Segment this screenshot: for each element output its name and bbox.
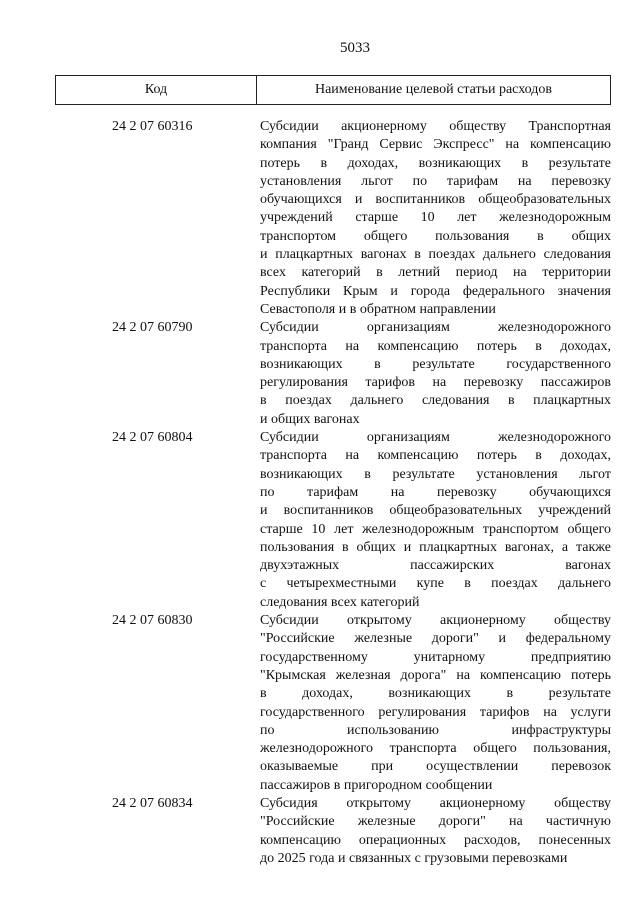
description-line: двухэтажных пассажирских вагонах xyxy=(260,558,611,574)
description-line: "Российские железные дороги" и федеральному xyxy=(260,631,611,647)
description-line: "Крымская железная дорога" на компенсацию потерь xyxy=(260,667,611,683)
description-line: "Российские железные дороги" на частичную xyxy=(260,814,611,830)
table-row xyxy=(0,118,640,319)
description-line: до 2025 года и связанных с грузовыми перевозками xyxy=(260,850,568,866)
description-line: железнодорожного транспорта общего пользования, xyxy=(260,741,611,757)
description-line: и плацкартных вагонах в поездах дальнего следования xyxy=(260,247,611,263)
description-line: по использованию инфраструктуры xyxy=(260,722,611,738)
description-line: учреждений старше 10 лет железнодорожным xyxy=(260,210,611,226)
description-line: Субсидии организациям железнодорожного xyxy=(260,320,611,336)
table-row xyxy=(0,319,640,429)
description-line: по тарифам на перевозку обучающихся xyxy=(260,484,611,500)
description-line: государственному унитарному предприятию xyxy=(260,649,611,665)
description-line: транспорта на компенсацию потерь в доходах, xyxy=(260,338,611,354)
description-line: и общих вагонах xyxy=(260,411,360,427)
description-line: старше 10 лет железнодорожным транспортом общего xyxy=(260,521,611,537)
description-line: компенсацию операционных расходов, понесенных xyxy=(260,832,611,848)
description-line: потерь в доходах, возникающих в результате xyxy=(260,155,611,171)
description-line: установления льгот по тарифам на перевозку xyxy=(260,173,611,189)
row-code: 24 2 07 60790 xyxy=(112,320,193,336)
column-header-name: Наименование целевой статьи расходов xyxy=(314,82,553,97)
table-header xyxy=(55,75,611,105)
description-line: Субсидии организациям железнодорожного xyxy=(260,430,611,446)
description-line: следования всех категорий xyxy=(260,594,420,610)
description-line: возникающих в результате установления льгот xyxy=(260,466,611,482)
description-line: всех категорий в летний период на территории xyxy=(260,265,611,281)
table-row xyxy=(0,429,640,612)
description-line: Севастополя и в обратном направлении xyxy=(260,301,496,317)
description-line: Республики Крым и города федерального значения xyxy=(260,283,611,299)
row-code: 24 2 07 60316 xyxy=(112,119,193,134)
description-line: и воспитанников общеобразовательных учреждений xyxy=(260,503,611,519)
description-line: пользования в общих и плацкартных вагонах, а также xyxy=(260,539,611,555)
description-line: обучающихся и воспитанников общеобразовательных xyxy=(260,192,611,208)
row-description xyxy=(260,612,611,795)
description-line: транспортом общего пользования в общих xyxy=(260,228,611,244)
row-code: 24 2 07 60834 xyxy=(112,795,193,811)
table-row xyxy=(0,795,640,868)
description-line: в поездах дальнего следования в плацкартных xyxy=(260,393,611,409)
description-line: с четырехместными купе в поездах дальнего xyxy=(260,576,611,592)
description-line: компания "Гранд Сервис Экспресс" на компенсацию xyxy=(260,137,611,153)
table-row xyxy=(0,612,640,795)
description-line: пассажиров в пригородном сообщении xyxy=(260,777,493,793)
description-line: государственного регулирования тарифов на услуги xyxy=(260,704,611,720)
row-code: 24 2 07 60830 xyxy=(112,613,193,629)
description-line: Субсидии открытому акционерному обществу xyxy=(260,613,611,629)
description-line: Субсидия открытому акционерному обществу xyxy=(260,795,611,811)
column-header-code: Код xyxy=(56,76,257,104)
description-line: возникающих в результате государственного xyxy=(260,356,611,372)
description-line: в доходах, возникающих в результате xyxy=(260,686,611,702)
description-line: регулирования тарифов на перевозку пассажиров xyxy=(260,375,611,391)
description-line: Субсидии акционерному обществу Транспортная xyxy=(260,119,611,134)
page-number: 5033 xyxy=(340,40,370,56)
table-body xyxy=(0,118,640,868)
row-description xyxy=(260,429,611,612)
row-code: 24 2 07 60804 xyxy=(112,430,193,446)
row-description xyxy=(260,795,611,868)
description-line: транспорта на компенсацию потерь в доходах, xyxy=(260,448,611,464)
row-description xyxy=(260,319,611,429)
row-description xyxy=(260,118,611,319)
description-line: оказываемые при осуществлении перевозок xyxy=(260,759,611,775)
